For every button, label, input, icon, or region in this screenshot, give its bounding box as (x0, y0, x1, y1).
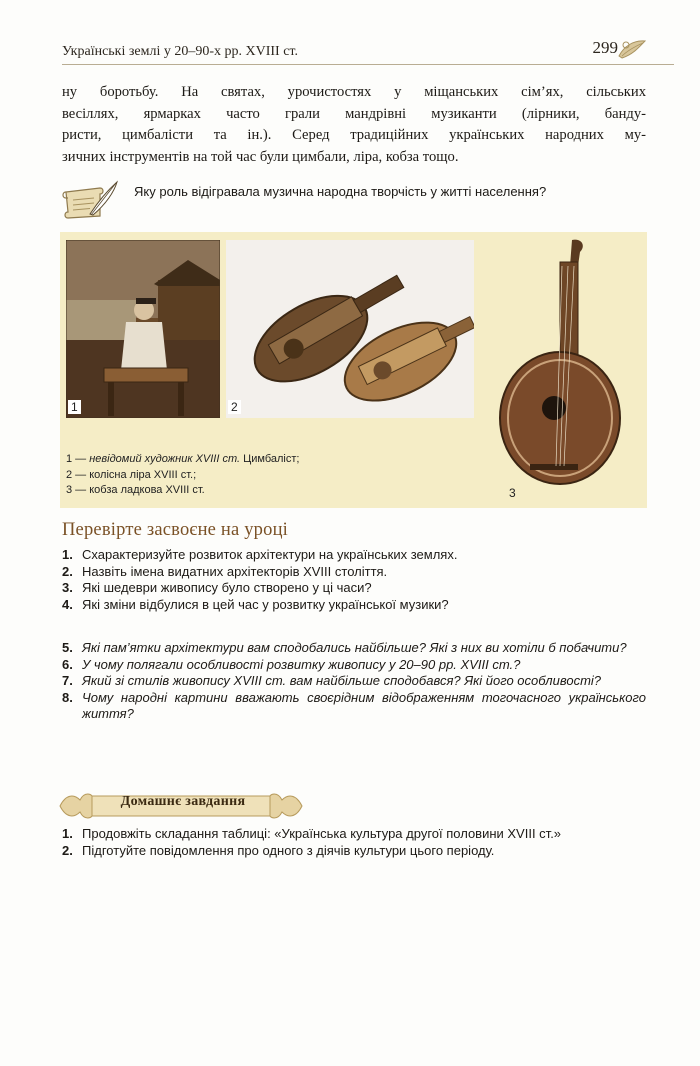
intro-line: весіллях, ярмарках часто грали мандрівні музиканти (лірники, банду- (62, 105, 646, 122)
caption-line-1 (66, 452, 386, 468)
item-text: Підготуйте повідомлення про одного з діячів культури цього періоду. (82, 842, 495, 858)
review-questions-advanced (62, 640, 646, 723)
figure-label-1: 1 (68, 400, 81, 414)
item-text: Який зі стилів живопису XVIII ст. вам найбільше сподобався? Які його особливості? (82, 673, 602, 688)
intro-paragraph (62, 82, 646, 168)
item-text: Схарактеризуйте розвиток архітектури на українських землях. (82, 547, 458, 562)
kobza-image (490, 236, 640, 502)
list-item (62, 580, 646, 597)
figure-caption (66, 452, 386, 499)
figure-label-3: 3 (509, 486, 516, 500)
discussion-question: Яку роль відігравала музична народна творчість у житті населення? (134, 184, 547, 199)
item-number: 6. (62, 656, 73, 672)
item-text: Які шедеври живопису було створено у ці часи? (82, 580, 372, 595)
review-questions-basic (62, 547, 646, 613)
scroll-quill-icon (60, 180, 120, 224)
intro-line: зичних інструментів на той час були цимбали, ліра, кобза тощо. (62, 148, 459, 165)
item-number: 2. (62, 563, 73, 579)
caption-num: 3 — (66, 484, 90, 496)
item-number: 5. (62, 640, 73, 655)
item-text: Чому народні картини вважають своєрідним відображенням тогочасного українського життя? (82, 689, 646, 721)
list-item (62, 843, 646, 860)
caption-num: 2 — (66, 468, 90, 481)
running-title: Українські землі у 20–90-х рр. XVIII ст. (62, 44, 298, 59)
caption-title: Цимбаліст; (243, 453, 300, 465)
item-number: 8. (62, 689, 73, 705)
intro-line: ристи, цимбалісти та ін.). Серед традиційних українських народних му- (62, 127, 646, 143)
list-item (62, 673, 646, 690)
page-header (62, 36, 644, 66)
item-number: 3. (62, 580, 73, 595)
list-item (62, 564, 646, 581)
list-item (62, 657, 646, 674)
review-section-title: Перевірте засвоєне на уроці (62, 520, 289, 540)
caption-line-3 (66, 483, 386, 499)
homework-title: Домашнє завдання (120, 794, 246, 809)
list-item (62, 547, 646, 564)
caption-author: невідомий художник XVIII ст. (89, 453, 244, 465)
caption-title: колісна ліра XVIII ст.; (89, 468, 197, 481)
item-text: Продовжіть складання таблиці: «Українська культура другої половини XVIII ст.» (82, 826, 562, 841)
caption-num: 1 — (66, 453, 90, 465)
page-number: 299 (592, 38, 618, 57)
item-number: 2. (62, 842, 73, 858)
item-text: Назвіть імена видатних архітекторів XVIII століття. (82, 563, 388, 579)
leaf-ornament-icon (616, 36, 648, 62)
item-number: 4. (62, 596, 73, 612)
item-number: 1. (62, 547, 73, 562)
item-number: 7. (62, 673, 73, 688)
item-number: 1. (62, 826, 73, 841)
item-text: У чому полягали особливості розвитку живопису у 20–90 рр. XVIII ст.? (82, 656, 521, 672)
list-item (62, 640, 646, 657)
intro-line: ну боротьбу. На святах, урочистостях у міщанських сім’ях, сільських (62, 84, 646, 100)
painting-cymbalist-image (66, 240, 220, 418)
item-text: Які пам’ятки архітектури вам сподобались найбільше? Які з них ви хотіли б побачити? (82, 640, 627, 655)
hurdy-gurdy-image (226, 240, 474, 418)
figure-label-2: 2 (228, 400, 241, 414)
caption-title: кобза ладкова XVIII ст. (89, 484, 205, 496)
item-text: Які зміни відбулися в цей час у розвитку української музики? (82, 596, 449, 612)
caption-line-2 (66, 468, 386, 484)
list-item (62, 597, 646, 614)
list-item (62, 826, 646, 843)
homework-list (62, 826, 646, 859)
header-rule (62, 64, 674, 65)
list-item (62, 690, 646, 723)
